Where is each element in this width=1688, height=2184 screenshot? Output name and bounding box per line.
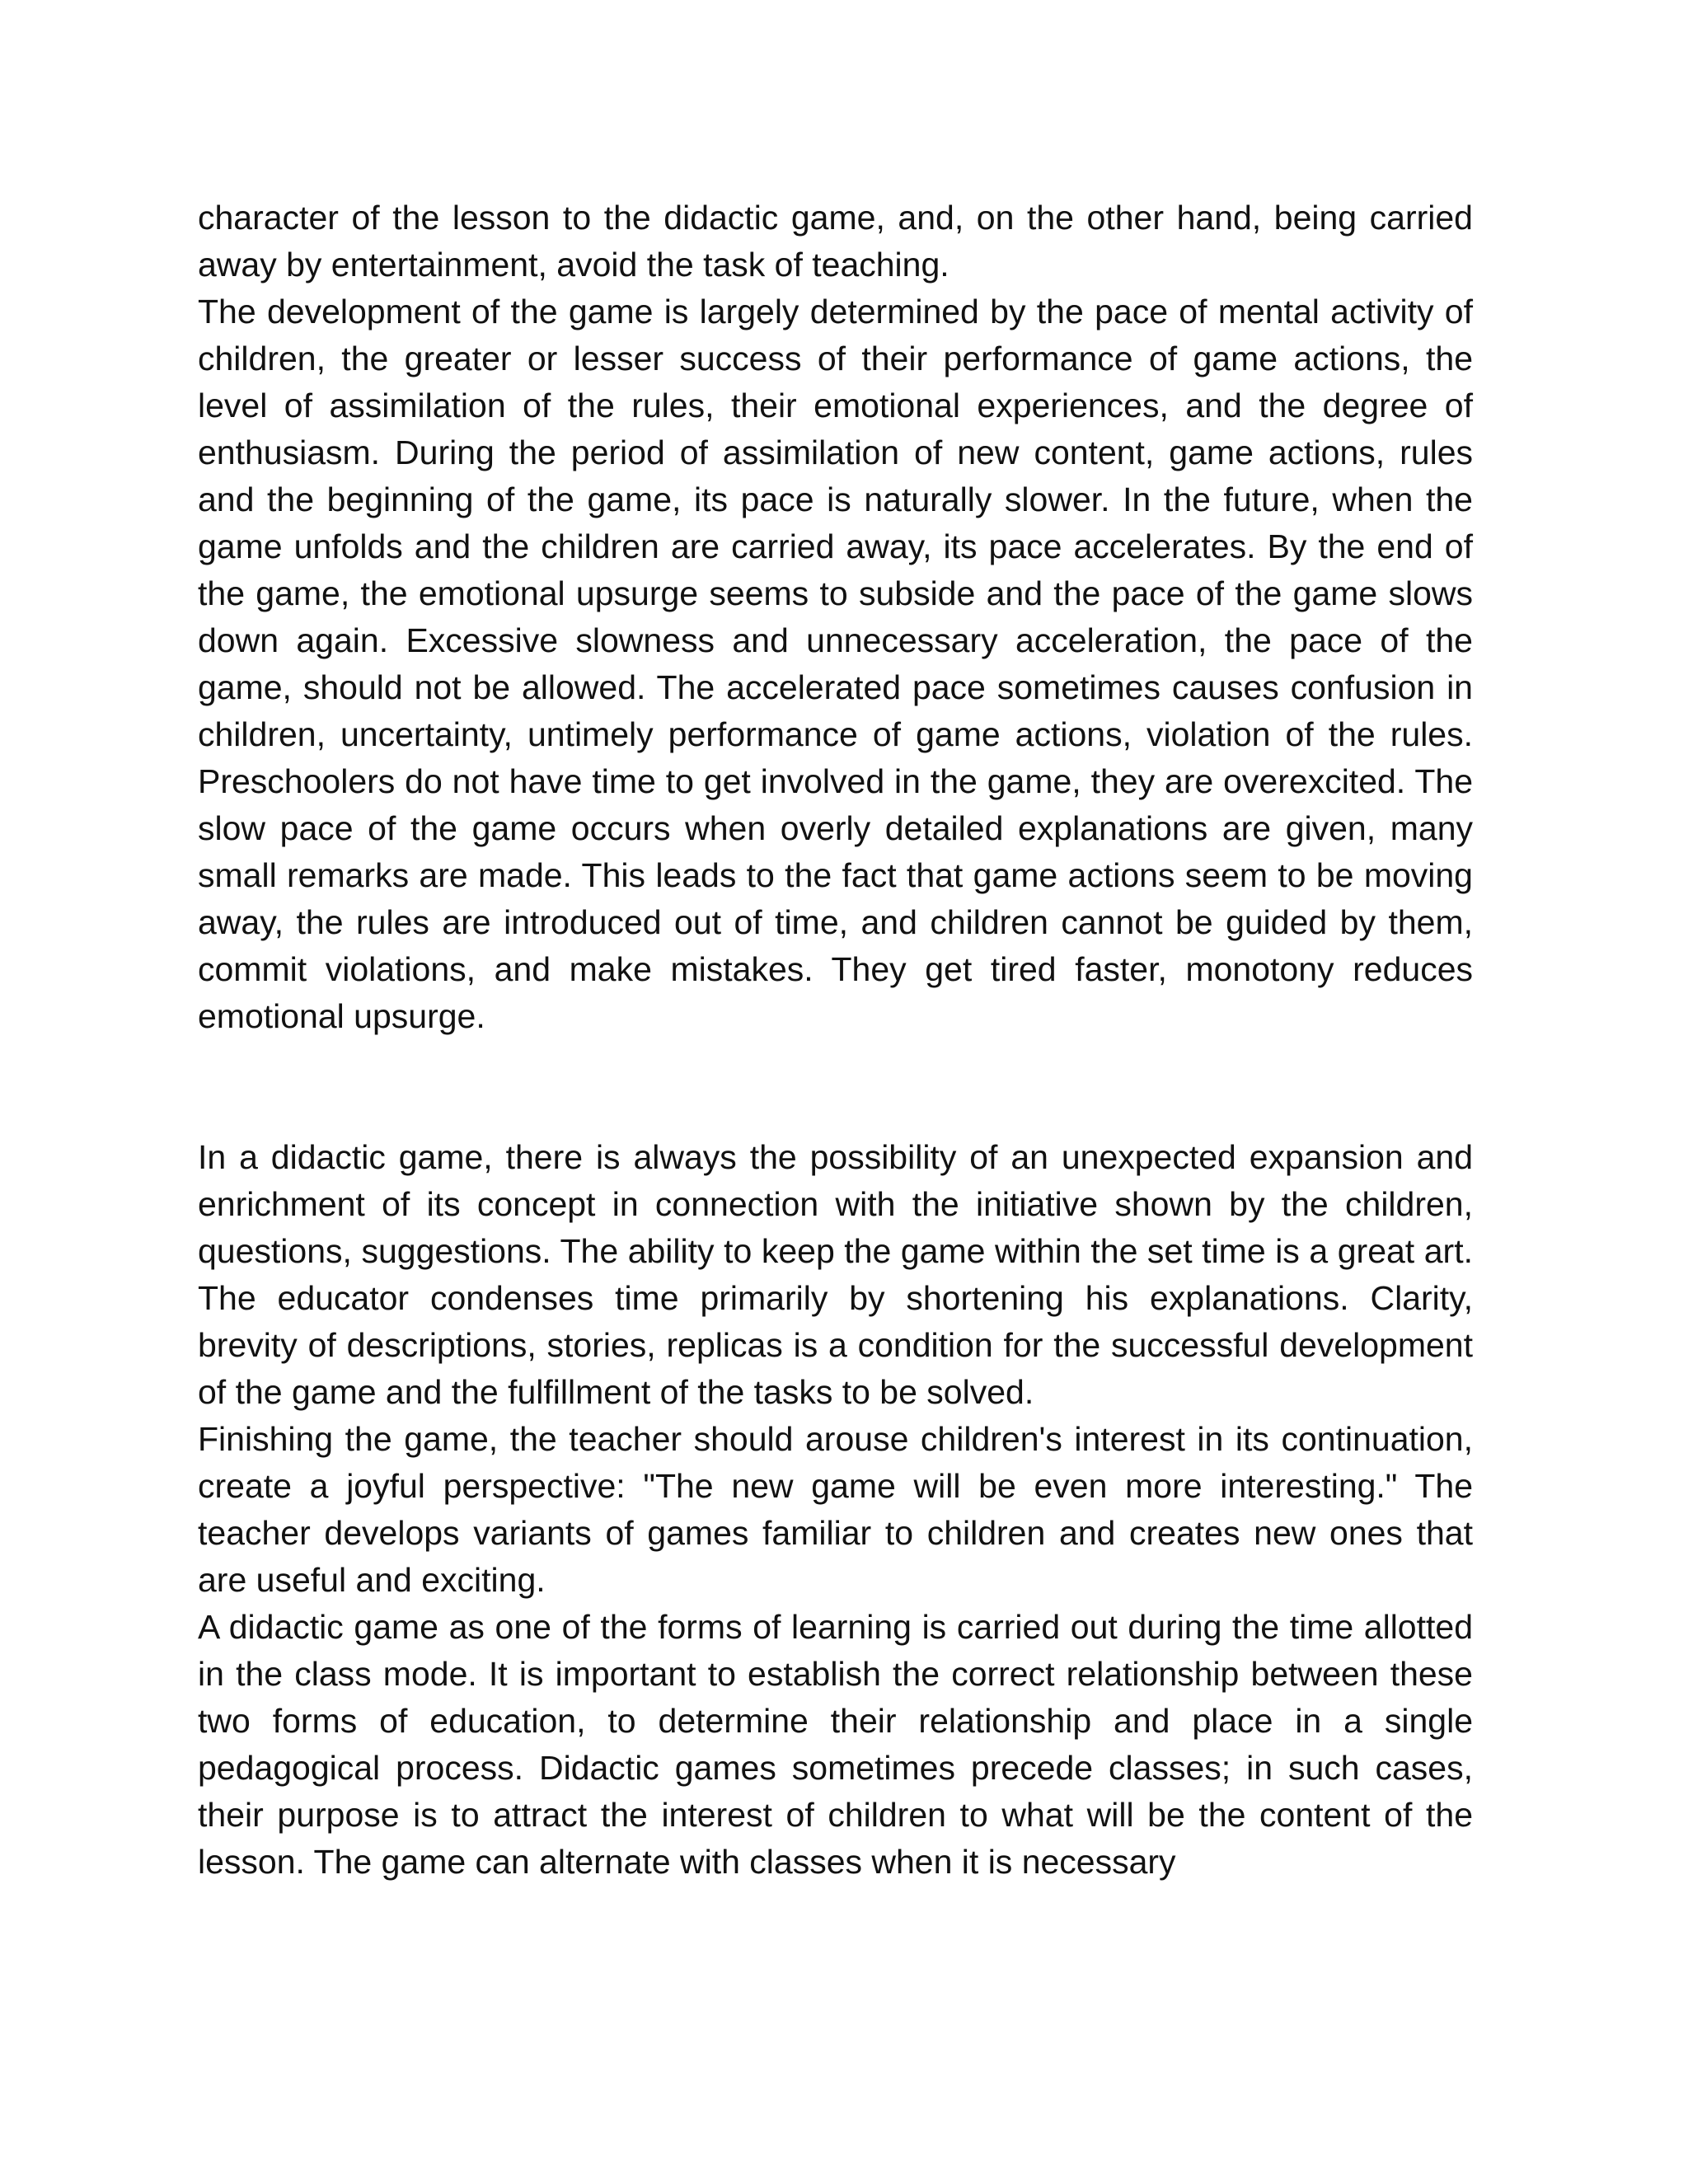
paragraph-continuation: character of the lesson to the didactic game, and, on the other hand, being carried away by entertainment, avoid the task of teaching.: [198, 199, 1473, 284]
paragraph-gap: [198, 1040, 1473, 1134]
paragraph-game-pace: The development of the game is largely determined by the pace of mental activity of children, the greater or lesser success of their performance of game actions, the level of assimilation of the rules, their emotional experiences, and the degree of enthusiasm. During the period of assimilation of new content, game actions, rules and the beginning of the game, its pace is naturally slower. In the future, when the game unfolds and the children are carried away, its pace accelerates. By the end of the game, the emotional upsurge seems to subside and the pace of the game slows down again. Excessive slowness and unnecessary acceleration, the pace of the game, should not be allowed. The accelerated pace sometimes causes confusion in children, uncertainty, untimely performance of game actions, violation of the rules. Preschoolers do not have time to get involved in the game, they are overexcited. The slow pace of the game occurs when overly detailed explanations are given, many small remarks are made. This leads to the fact that game actions seem to be moving away, the rules are introduced out of time, and children cannot be guided by them, commit violations, and make mistakes. They get tired faster, monotony reduces emotional upsurge.: [198, 293, 1473, 1035]
document-body: [198, 194, 1473, 1886]
paragraph-finishing-game: Finishing the game, the teacher should arouse children's interest in its continuation, create a joyful perspective: "The new game will be even more interesting." The teacher develops variants of games familiar to children and creates new ones that are useful and exciting.: [198, 1420, 1473, 1599]
paragraph-unexpected-expansion: In a didactic game, there is always the possibility of an unexpected expansion and enrichment of its concept in connection with the initiative shown by the children, questions, suggestions. The ability to keep the game within the set time is a great art. The educator condenses time primarily by shortening his explanations. Clarity, brevity of descriptions, stories, replicas is a condition for the successful development of the game and the fulfillment of the tasks to be solved.: [198, 1138, 1473, 1411]
paragraph-class-mode: A didactic game as one of the forms of learning is carried out during the time allotted in the class mode. It is important to establish the correct relationship between these two forms of education, to determine their relationship and place in a single pedagogical process. Didactic games sometimes precede classes; in such cases, their purpose is to attract the interest of children to what will be the content of the lesson. The game can alternate with classes when it is necessary: [198, 1608, 1473, 1881]
